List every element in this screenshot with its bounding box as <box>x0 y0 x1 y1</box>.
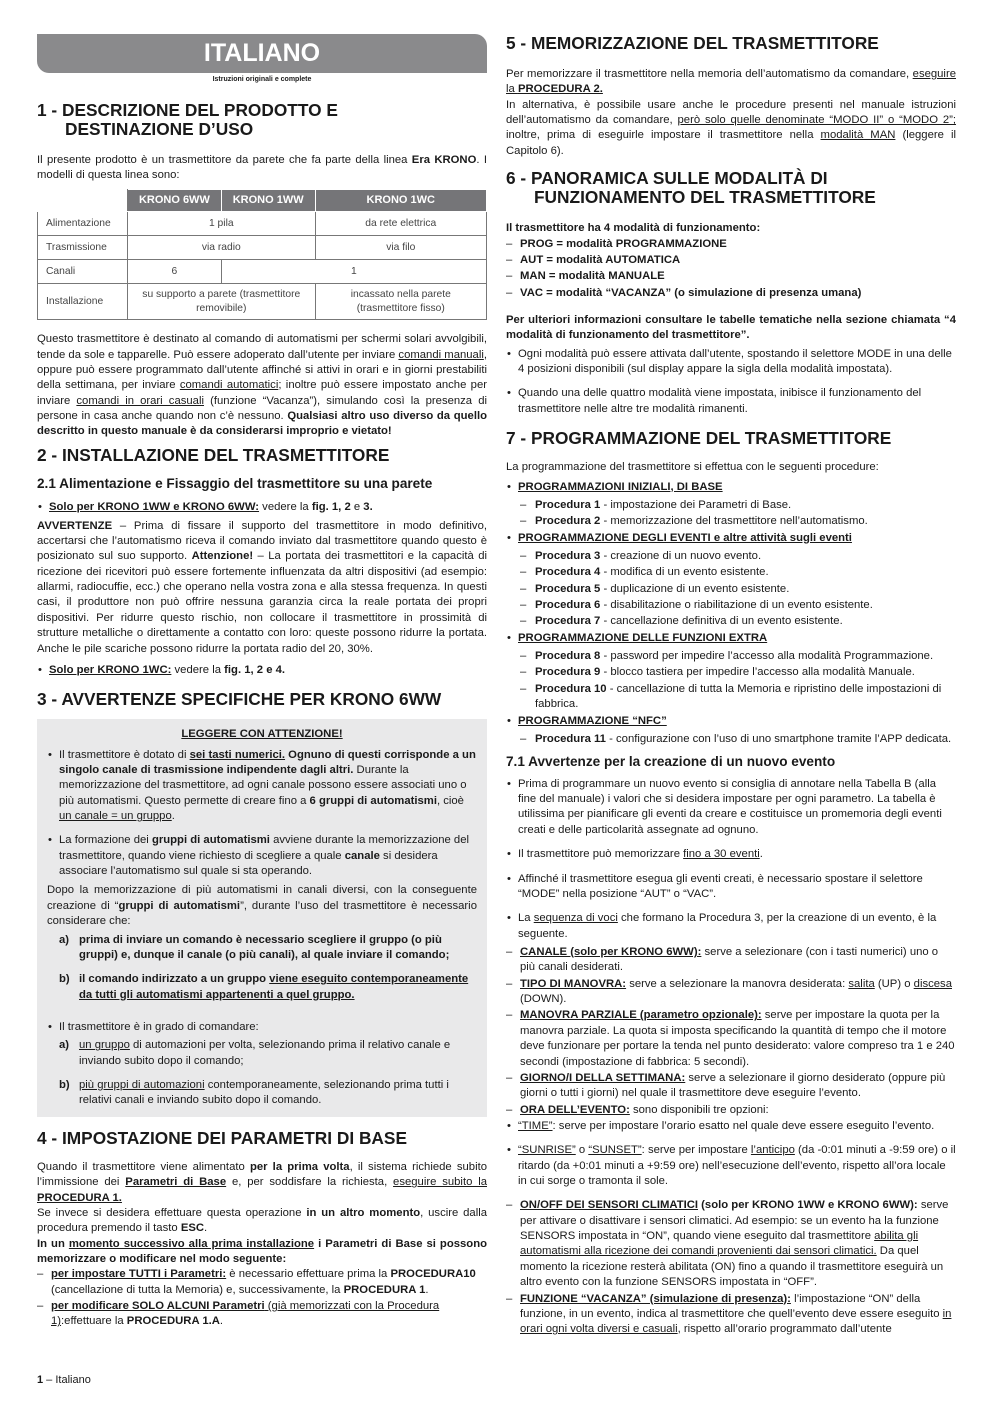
table-header: KRONO 1WC <box>315 190 486 212</box>
procedure-item: – Procedura 3 - creazione di un nuovo evento. <box>506 549 956 564</box>
section-4-title: 4 - IMPOSTAZIONE DEI PARAMETRI DI BASE <box>37 1127 407 1148</box>
s1-intro: Il presente prodotto è un trasmettitore da parete che fa parte della linea Era KRONO. I modelli di questa linea sono: <box>37 153 488 181</box>
s4-p2: Se invece si desidera effettuare questa operazione in un altro momento, uscire dalla procedura premendo il tasto ESC. <box>37 1206 488 1235</box>
mode-item: – AUT = modalità AUTOMATICA <box>506 253 956 268</box>
s7-bullet: • Prima di programmare un nuovo evento si consiglia di annotare nella Tabella B (alla fine del manuale) i valori che si desidera impostare per ogni parametro. La tabella è utilissima per pianificare gli eventi da creare e costituisce un promemoria degli eventi creati e delle particolarità assegnate ad ognuno. <box>506 777 956 838</box>
time-option: • “SUNRISE” o “SUNSET”: serve per impostare l’anticipo (da -0:01 minuti a -9:59 ore) o il ritardo (da +0:01 minuti a +9:59 ore) nell’esecuzione dell’evento, rispetto all’ora locale in cui sorge o tramonta il sole. <box>506 1143 956 1189</box>
procedure-item: – Procedura 2 - memorizzazione del trasmettitore nell’automatismo. <box>506 514 956 529</box>
right-column <box>506 34 956 1339</box>
procedure-item: – Procedura 10 - cancellazione di tutta la Memoria e ripristino delle impostazioni di fabbrica. <box>506 682 956 713</box>
procedure-item: – Procedura 6 - disabilitazione o riabilitazione di un evento esistente. <box>506 598 956 613</box>
procedure-item: – Procedura 8 - password per impedire l’accesso alla modalità Programmazione. <box>506 649 956 664</box>
s7-bullet: • La sequenza di voci che formano la Procedura 3, per la creazione di un evento, è la seguente. <box>506 911 956 942</box>
section-1-title: 1 - DESCRIZIONE DEL PRODOTTO E DESTINAZIONE D’USO <box>37 99 338 139</box>
s4-p3: In un momento successivo alla prima installazione i Parametri di Base si possono memorizzare o modificare nel modo seguente: <box>37 1237 487 1265</box>
s3-bullet: • Il trasmettitore è dotato di sei tasti numerici. Ognuno di questi corrisponde a un singolo canale di trasmissione indipendente dagli altri. Durante la memorizzazione del trasmettitore, ad ogni canale possono essere associati uno o più automatismi. Questo permette di creare fino a 6 gruppi di automatismi, cioè un canale = un gruppo. <box>47 748 477 825</box>
section-2-title: 2 - INSTALLAZIONE DEL TRASMETTITORE <box>37 444 390 465</box>
mode-item: – MAN = modalità MANUALE <box>506 269 956 284</box>
s7-bullet: • Affinché il trasmettitore esegua gli eventi creati, è necessario spostare il selettore “MODE” nella posizione “AUT” o “VAC”. <box>506 872 956 903</box>
s3-item-b: b) il comando indirizzato a un gruppo viene eseguito contemporaneamente da tutti gli automatismi appartenenti a quel gruppo. <box>59 973 469 1001</box>
table-header: KRONO 6WW <box>128 190 222 212</box>
s1-body: Questo trasmettitore è destinato al comando di automatismi per schermi solari avvolgibili, tende da sole e tapparelle. Può essere adoperato dall’utente per inviare comandi manuali, oppure può essere programmato dall’utente affinché si attivi in orari e in giorni prestabiliti della settimana, per inviare comandi automatici; inoltre può essere impostato anche per inviare comandi in orari casuali (funzione “Vacanza”), simulando così la presenza di persone in casa anche quando non c’è nessuno. Qualsiasi altro uso diverso da quello descritto in questo manuale è da considerarsi improprio e vietato! <box>37 333 487 438</box>
procedure-item: – Procedura 7 - cancellazione definitiva di un evento esistente. <box>506 614 956 629</box>
s7-group: • PROGRAMMAZIONE “NFC” <box>506 714 956 729</box>
s6-intro: Il trasmettitore ha 4 modalità di funzionamento: <box>506 222 761 235</box>
s2-bullet: • Solo per KRONO 1WW e KRONO 6WW: vedere la fig. 1, 2 e 3. <box>37 500 487 515</box>
s4-dash-item: – per modificare SOLO ALCUNI Parametri (già memorizzati con la Procedura 1):effettuare la PROCEDURA 1.A. <box>37 1299 487 1330</box>
event-field: – ON/OFF DEI SENSORI CLIMATICI (solo per KRONO 1WW e KRONO 6WW): serve per attivare o disattivare i sensori climatici. Ad esempio: se un evento ha la funzione SENSORS impostata in “ON”, quando viene eseguito dal trasmettitore abilita gli automatismi alla ricezione dei comandi provenienti dai sensori climatici. Da quel momento la ricezione resterà abilitata (ON) fino a quando il trasmettitore eseguirà un altro evento con la funzione SENSORS impostata in “OFF”. <box>506 1198 956 1290</box>
s3-bullet: • Il trasmettitore è in grado di comandare: <box>47 1020 477 1035</box>
s3-item-a2: a) un gruppo di automazioni per volta, selezionando prima il relativo canale e inviando subito dopo il comando; <box>59 1039 451 1067</box>
s4-p1: Quando il trasmettitore viene alimentato per la prima volta, il sistema richiede subito l’immissione dei Parametri di Base e, per soddisfare la richiesta, eseguire subito la PROCEDURA 1. <box>37 1160 487 1204</box>
mode-item: – PROG = modalità PROGRAMMAZIONE <box>506 237 956 252</box>
language-banner: ITALIANO <box>37 34 487 73</box>
s5-p2: In alternativa, è possibile usare anche le procedure presenti nel manuale istruzioni dell’automatismo da comandare, però solo quelle denominate “MODO II” o “MODO 2”; inoltre, prima di eseguirle impostare il trasmettitore nella modalità MAN (leggere il Capitolo 6). <box>506 98 957 157</box>
section-5-title: 5 - MEMORIZZAZIONE DEL TRASMETTITORE <box>506 33 879 53</box>
section-6-title: 6 - PANORAMICA SULLE MODALITÀ DI FUNZIONAMENTO DEL TRASMETTITORE <box>506 168 876 208</box>
warning-box <box>37 719 487 1117</box>
time-option: • “TIME”: serve per impostare l’orario esatto nel quale deve essere eseguito l’evento. <box>506 1119 956 1134</box>
section-2-1-title: 2.1 Alimentazione e Fissaggio del trasmettitore su una parete <box>37 475 433 491</box>
s7-group: • PROGRAMMAZIONE DELLE FUNZIONI EXTRA <box>506 631 956 646</box>
page-footer: 1 – Italiano <box>37 1374 91 1386</box>
event-field: – CANALE (solo per KRONO 6WW): serve a selezionare (con i tasti numerici) uno o più canali desiderati. <box>506 945 956 976</box>
procedure-item: – Procedura 4 - modifica di un evento esistente. <box>506 565 956 580</box>
s2-bullet: • Solo per KRONO 1WC: vedere la fig. 1, 2 e 4. <box>37 663 487 678</box>
event-field: – FUNZIONE “VACANZA” (simulazione di presenza): l’impostazione “ON” della funzione, in un evento, indica al trasmettitore che quell’evento deve essere eseguito in orari ogni volta diversi e casuali, rispetto all’orario programmato dall’utente <box>506 1292 956 1338</box>
s6-bullet: • Quando una delle quattro modalità viene impostata, inibisce il funzionamento del trasmettitore nelle altre tre modalità rimanenti. <box>506 386 956 417</box>
s3-item-b2: b) più gruppi di automazioni contemporaneamente, selezionando prima tutti i relativi canali e inviando subito dopo il comando. <box>59 1079 449 1107</box>
section-3-title: 3 - AVVERTENZE SPECIFICHE PER KRONO 6WW <box>37 689 442 710</box>
s6-bullet: • Ogni modalità può essere attivata dall’utente, spostando il selettore MODE in una delle 4 posizioni disponibili (sul display appare la sigla della modalità impostata). <box>506 347 956 378</box>
s3-item-a: a) prima di inviare un comando è necessario scegliere il gruppo (o più gruppi) e, dunque il canale (o più canali), al quale inviare il comando; <box>59 933 450 961</box>
table-row: Canali 6 1 <box>38 260 487 284</box>
s5-p1: Per memorizzare il trasmettitore nella memoria dell’automatismo da comandare, eseguire la PROCEDURA 2. <box>506 68 956 96</box>
s7-group: • PROGRAMMAZIONI INIZIALI, DI BASE <box>506 480 956 495</box>
warning-box-title: LEGGERE CON ATTENZIONE! <box>181 728 343 741</box>
section-7-1-title: 7.1 Avvertenze per la creazione di un nuovo evento <box>506 754 836 770</box>
table-row: Alimentazione 1 pila da rete elettrica <box>38 212 487 236</box>
s7-bullet: • Il trasmettitore può memorizzare fino a 30 eventi. <box>506 847 956 862</box>
s7-group: • PROGRAMMAZIONE DEGLI EVENTI e altre attività sugli eventi <box>506 531 956 546</box>
event-field: – ORA DELL’EVENTO: sono disponibili tre opzioni: <box>506 1103 956 1118</box>
banner-subtitle: Istruzioni originali e complete <box>212 76 312 83</box>
s4-dash-item: – per impostare TUTTI i Parametri: è necessario effettuare prima la PROCEDURA10 (cancellazione di tutta la Memoria) e, successivamente, la PROCEDURA 1. <box>37 1267 487 1298</box>
procedure-item: – Procedura 11 - configurazione con l’uso di uno smartphone tramite l’APP dedicata. <box>506 732 956 747</box>
s6-info: Per ulteriori informazioni consultare le tabelle tematiche nella sezione chiamata “4 modalità di funzionamento del trasmettitore”. <box>506 314 956 342</box>
table-row: Installazione su supporto a parete (trasmettitore removibile) incassato nella parete (trasmettitore fisso) <box>38 284 487 320</box>
table-row: Trasmissione via radio via filo <box>38 236 487 260</box>
models-table <box>37 189 487 320</box>
s3-bullet: • La formazione dei gruppi di automatismi avviene durante la memorizzazione del trasmettitore, quando viene richiesto di scegliere a quale canale si desidera associare l’automatismo sul quale si sta operando. <box>47 833 477 879</box>
procedure-item: – Procedura 1 - impostazione dei Parametri di Base. <box>506 498 956 513</box>
section-7-title: 7 - PROGRAMMAZIONE DEL TRASMETTITORE <box>506 428 892 449</box>
s2-warning: AVVERTENZE – Prima di fissare il supporto del trasmettitore in modo definitivo, accertarsi che l’automatismo riceva il comando inviato dal trasmettitore quando questo è posizionato sul suo supporto. Attenzione! – La portata dei trasmettitori e la capacità di ricezione dei ricevitori può essere fortemente influenzata da altri dispositivi (ad esempio: allarmi, radiocuffie, ecc.) che operano nella vostra zona e alla stessa frequenza. In questi casi, il produttore non può offrire nessuna garanzia circa la reale portata dei propri dispositivi. Per ridurre questo rischio, non collocare il trasmettitore in prossimità di strutture metalliche o direttamente a contatto con loro: queste possono ridurre la portata. Anche le pile scariche possono ridurre la portata radio del 20, 30%. <box>37 519 488 655</box>
procedure-item: – Procedura 5 - duplicazione di un evento esistente. <box>506 582 956 597</box>
mode-item: – VAC = modalità “VACANZA” (o simulazione di presenza umana) <box>506 286 956 301</box>
s3-para: Dopo la memorizzazione di più automatismi in canali diversi, con la conseguente creazione di “gruppi di automatismi”, durante l’uso del trasmettitore è necessario considerare che: <box>47 884 477 928</box>
left-column <box>37 34 487 1331</box>
event-field: – MANOVRA PARZIALE (parametro opzionale): serve per impostare la quota per la manovra parziale. La quota si imposta specificando la quantità di tempo che il motore deve funzionare per portare la tenda nel punto desiderato: valore compreso tra 1 e 240 secondi (impostazione di fabbrica: 5 secondi). <box>506 1008 956 1069</box>
event-field: – TIPO DI MANOVRA: serve a selezionare la manovra desiderata: salita (UP) o discesa (DOWN). <box>506 977 956 1008</box>
event-field: – GIORNO/I DELLA SETTIMANA: serve a selezionare il giorno desiderato (oppure più giorni o tutti i giorni) nel quale il trasmettitore deve eseguire l’evento. <box>506 1071 956 1102</box>
table-header: KRONO 1WW <box>221 190 315 212</box>
procedure-item: – Procedura 9 - blocco tastiera per impedire l’accesso alla modalità Manuale. <box>506 665 956 680</box>
s7-intro: La programmazione del trasmettitore si effettua con le seguenti procedure: <box>506 461 879 474</box>
